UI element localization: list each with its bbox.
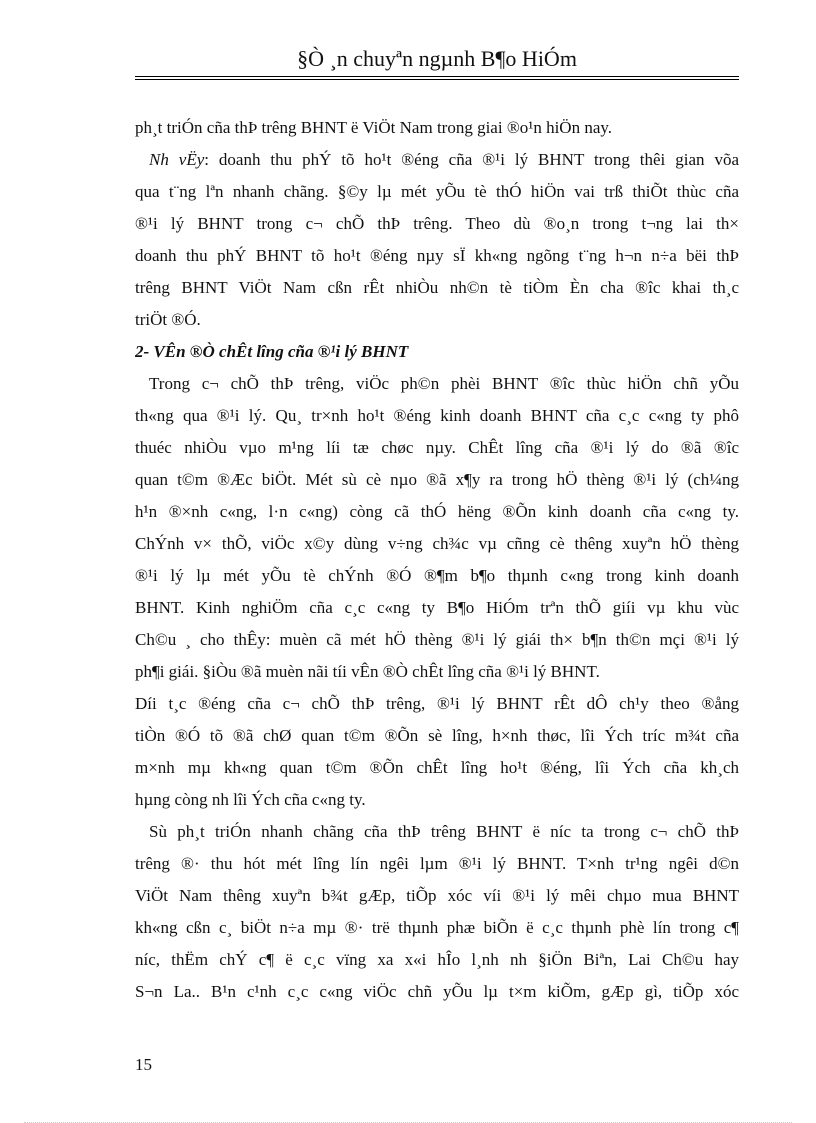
text-line: tiÒn ®Ó tõ ®ã chØ quan t©m ®Õn sè lîng, h×nh thøc, lîi Ých tríc m¾t cña [135, 726, 739, 745]
text-line: doanh thu phÝ BHNT tõ ho¹t ®éng nµy sÏ kh«ng ngõng t¨ng h¬n n÷a bëi thÞ [135, 246, 739, 265]
text-line: ViÖt Nam thêng xuyªn b¾t gÆp, tiÕp xóc víi ®¹i lý mêi chµo mua BHNT [135, 886, 739, 905]
paragraph-4 [135, 688, 739, 816]
text-line: ph¶i giái. §iÒu ®ã muèn nãi tíi vÊn ®Ò chÊt lîng cña ®¹i lý BHNT. [135, 662, 600, 681]
text-line: thuéc nhiÒu vµo m¹ng líi tæ chøc nµy. ChÊt lîng cña ®¹i lý do ®ã ®îc [135, 438, 739, 457]
text-line: ph¸t triÓn cña thÞ trêng BHNT ë ViÖt Nam trong giai ®o¹n hiÖn nay. [135, 118, 613, 137]
text-line: trêng ®· thu hót mét lîng lín ngêi lµm ®¹i lý BHNT. T×nh tr¹ng ngêi d©n [135, 854, 739, 873]
text-line: BHNT. Kinh nghiÖm cña c¸c c«ng ty B¶o HiÓm trªn thÕ giíi vµ khu vùc [135, 598, 739, 617]
paragraph-2 [135, 144, 739, 336]
text-line: ChÝnh v× thÕ, viÖc x©y dùng v÷ng ch¾c vµ cñng cè thêng xuyªn hÖ thèng [135, 534, 739, 553]
text-line: kh«ng cßn c¸ biÖt n÷a mµ ®· trë thµnh phæ biÕn ë c¸c thµnh phè lín trong c¶ [135, 918, 739, 937]
page-header-title: §Ò ¸n chuyªn ngµnh B¶o HiÓm [297, 46, 577, 71]
text-line: trêng BHNT ViÖt Nam cßn rÊt nhiÒu nh©n tè tiÒm Èn cha ®îc khai th¸c [135, 278, 739, 297]
text-line: Sù ph¸t triÓn nhanh chãng cña thÞ trêng BHNT ë níc ta trong c¬ chÕ thÞ [149, 822, 739, 841]
text-line: h¹n ®×nh c«ng, l·n c«ng) còng cã thÓ hëng ®Õn kinh doanh cña c«ng ty. [135, 502, 739, 521]
text-line: níc, thËm chÝ c¶ ë c¸c vïng xa x«i hÎo l¸nh nh §iÖn Biªn, Lai Ch©u hay [135, 950, 739, 969]
text-line: ®¹i lý BHNT trong c¬ chÕ thÞ trêng. Theo dù ®o¸n trong t¬ng lai th× [135, 214, 739, 233]
text-line: S¬n La.. B¹n c¹nh c¸c c«ng viÖc chñ yÕu lµ t×m kiÕm, gÆp gì, tiÕp xóc [135, 982, 739, 1001]
text-fragment: : doanh thu phÝ tõ ho¹t ®éng cña ®¹i lý BHNT trong thêi gian võa [204, 150, 739, 169]
text-line [135, 144, 739, 176]
text-line: qua t¨ng lªn nhanh chãng. §©y lµ mét yÕu tè thÓ hiÖn vai trß thiÕt thùc cña [135, 182, 739, 201]
emphasis-lead: Nh vËy [149, 150, 205, 169]
paragraph-5 [135, 816, 739, 1008]
text-line: hµng còng nh lîi Ých cña c«ng ty. [135, 790, 366, 809]
page-number: 15 [135, 1055, 152, 1074]
header-rule [135, 76, 739, 77]
text-line: m×nh mµ kh«ng quan t©m ®Õn chÊt lîng ho¹t ®éng, lîi Ých cña kh¸ch [135, 758, 739, 777]
header-rule-secondary [135, 79, 739, 80]
section-heading: 2- VÊn ®Ò chÊt lîng cña ®¹i lý BHNT [135, 342, 409, 361]
text-line: Ch©u ¸ cho thÊy: muèn cã mét hÖ thèng ®¹i lý giái th× b¶n th©n mçi ®¹i lý [135, 630, 739, 649]
text-line: Trong c¬ chÕ thÞ trêng, viÖc ph©n phèi BHNT ®îc thùc hiÖn chñ yÕu [149, 374, 739, 393]
text-line: ®¹i lý lµ mét yÕu tè chÝnh ®Ó ®¶m b¶o thµnh c«ng trong kinh doanh [135, 566, 739, 585]
document-body [135, 112, 739, 1008]
text-line: th«ng qua ®¹i lý. Qu¸ tr×nh ho¹t ®éng kinh doanh BHNT cña c¸c c«ng ty phô [135, 406, 739, 425]
text-line: quan t©m ®Æc biÖt. Mét sù cè nµo ®ã x¶y ra trong hÖ thèng ®¹i lý (ch¼ng [135, 470, 739, 489]
paragraph-3 [135, 368, 739, 688]
paragraph-1 [135, 112, 739, 144]
text-line: Díi t¸c ®éng cña c¬ chÕ thÞ trêng, ®¹i lý BHNT rÊt dÔ ch¹y theo ®ång [135, 694, 739, 713]
text-line: triÖt ®Ó. [135, 310, 201, 329]
